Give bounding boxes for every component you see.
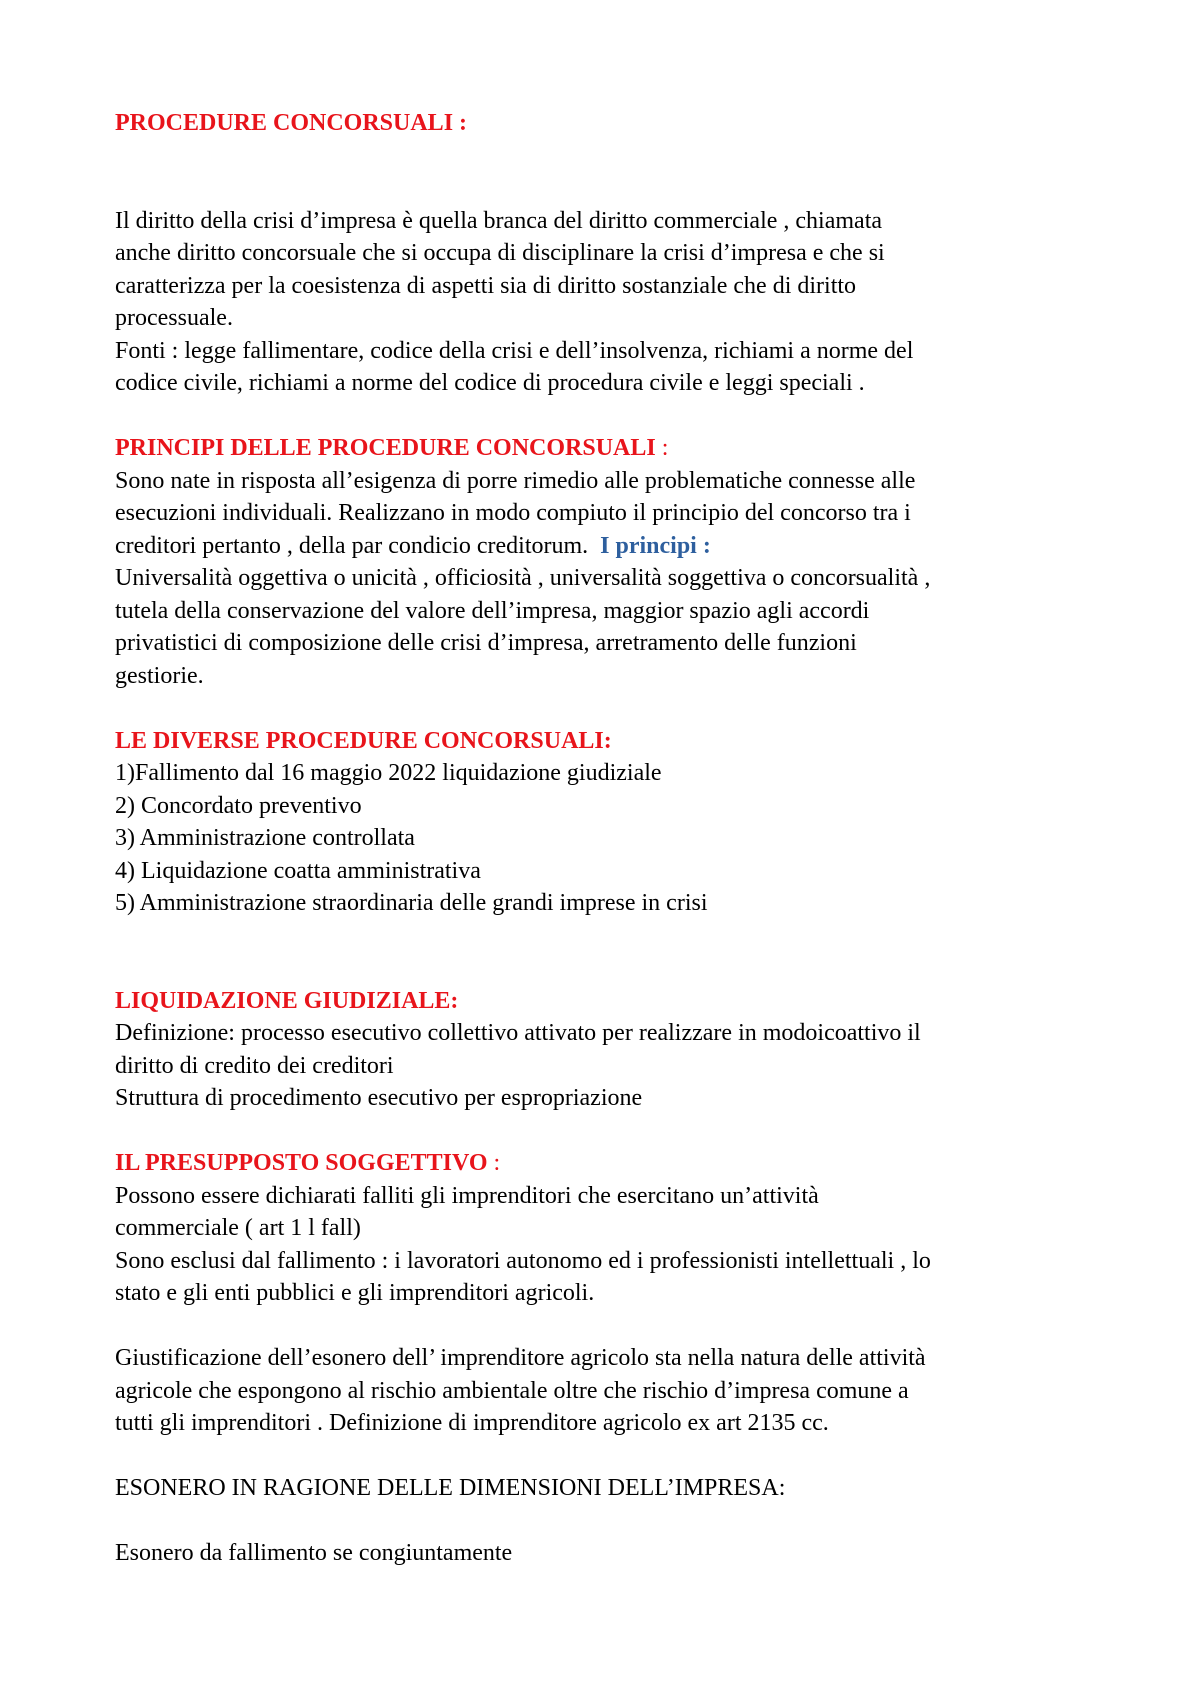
presupposto-heading: IL PRESUPPOSTO SOGGETTIVO: [115, 1150, 488, 1176]
section-heading: LE DIVERSE PROCEDURE CONCORSUALI:: [115, 727, 612, 754]
section-heading: [115, 1147, 1115, 1180]
text-line: diritto di credito dei creditori: [115, 1052, 394, 1079]
text-line: agricole che espongono al rischio ambientale oltre che rischio d’impresa comune a: [115, 1377, 909, 1404]
diverse-procedure-section: [115, 725, 1115, 920]
list-item: 5) Amministrazione straordinaria delle grandi imprese in crisi: [115, 890, 708, 916]
text-line: privatistici di composizione delle crisi d’impresa, arretramento delle funzioni: [115, 630, 857, 656]
text-line: tutela della conservazione del valore dell’impresa, maggior spazio agli accordi: [115, 597, 870, 624]
text-line: processuale.: [115, 305, 233, 331]
text-line: Definizione: processo esecutivo collettivo attivato per realizzare in modoicoattivo il: [115, 1020, 921, 1046]
text-line: Esonero da fallimento se congiuntamente: [115, 1540, 513, 1566]
list-item: 3) Amministrazione controllata: [115, 825, 415, 851]
text-line: Il diritto della crisi d’impresa è quella branca del diritto commerciale , chiamata: [115, 207, 883, 234]
text-line: Fonti : legge fallimentare, codice della crisi e dell’insolvenza, richiami a norme del: [115, 337, 914, 364]
text-line: [115, 530, 1115, 563]
list-item: 4) Liquidazione coatta amministrativa: [115, 857, 481, 884]
esonero-section: [115, 1472, 1115, 1570]
text-line: anche diritto concorsuale che si occupa di disciplinare la crisi d’impresa e che si: [115, 240, 885, 266]
line-text: creditori pertanto , della par condicio creditorum.: [115, 532, 601, 559]
text-line: Sono esclusi dal fallimento : i lavoratori autonomo ed i professionisti intellettuali , lo: [115, 1247, 931, 1274]
text-line: esecuzioni individuali. Realizzano in modo compiuto il principio del concorso tra i: [115, 500, 911, 526]
text-line: stato e gli enti pubblici e gli imprenditori agricoli.: [115, 1280, 595, 1306]
document-title: PROCEDURE CONCORSUALI :: [115, 110, 468, 136]
text-line: gestiorie.: [115, 662, 204, 689]
principi-heading: PRINCIPI DELLE PROCEDURE CONCORSUALI: [115, 435, 656, 461]
text-line: Possono essere dichiarati falliti gli imprenditori che esercitano un’attività: [115, 1182, 819, 1209]
text-line: Struttura di procedimento esecutivo per espropriazione: [115, 1085, 643, 1111]
text-line: Universalità oggettiva o unicità , officiosità , universalità soggettiva o concorsualità ,: [115, 565, 931, 591]
intro-paragraph: [115, 205, 1115, 400]
heading-colon: :: [487, 1150, 501, 1176]
section-heading: LIQUIDAZIONE GIUDIZIALE:: [115, 987, 459, 1014]
giustificazione-paragraph: [115, 1342, 1115, 1440]
section-heading: [115, 432, 1115, 465]
text-line: Sono nate in risposta all’esigenza di porre rimedio alle problematiche connesse alle: [115, 467, 916, 494]
presupposto-section: [115, 1147, 1115, 1310]
text-line: tutti gli imprenditori . Definizione di imprenditore agricolo ex art 2135 cc.: [115, 1410, 829, 1436]
principi-section: [115, 432, 1115, 692]
heading-colon: :: [655, 435, 669, 461]
text-line: caratterizza per la coesistenza di aspetti sia di diritto sostanziale che di diritto: [115, 272, 857, 299]
liquidazione-section: [115, 985, 1115, 1115]
document-page: [115, 0, 1115, 1570]
principi-subheading: I principi :: [600, 532, 711, 559]
list-item: 1)Fallimento dal 16 maggio 2022 liquidazione giudiziale: [115, 760, 662, 786]
list-item: 2) Concordato preventivo: [115, 792, 362, 819]
text-line: Giustificazione dell’esonero dell’ imprenditore agricolo sta nella natura delle attività: [115, 1345, 926, 1371]
text-line: codice civile, richiami a norme del codice di procedura civile e leggi speciali .: [115, 370, 865, 396]
section-heading: ESONERO IN RAGIONE DELLE DIMENSIONI DELL’IMPRESA:: [115, 1475, 786, 1501]
text-line: commerciale ( art 1 l fall): [115, 1215, 361, 1241]
